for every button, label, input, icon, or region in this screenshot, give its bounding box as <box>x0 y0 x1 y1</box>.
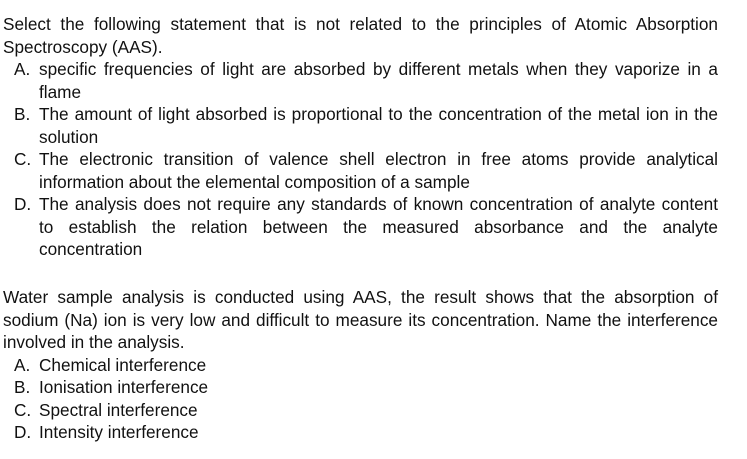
question-2-option-d[interactable] <box>14 421 718 444</box>
option-text: Chemical interference <box>39 354 207 375</box>
question-2-option-b[interactable] <box>14 376 718 399</box>
option-text: Ionisation interference <box>39 377 209 397</box>
question-1-option-d[interactable] <box>14 193 718 261</box>
option-letter: A. <box>14 59 31 79</box>
question-2-stem: Water sample analysis is conducted using AAS, the result shows that the absorption of sodium (Na) ion is very low and difficult to measure its concentration. Name the interference involved in the analysis. <box>3 287 718 352</box>
option-text: specific frequencies of light are absorbed by different metals when they vaporize in a flame <box>39 59 718 102</box>
question-1-option-a[interactable] <box>14 58 718 103</box>
question-1-options <box>3 58 718 261</box>
question-1-stem: Select the following statement that is not related to the principles of Atomic Absorption Spectroscopy (AAS). <box>3 14 718 57</box>
question-2 <box>3 286 718 444</box>
option-text: The electronic transition of valence shell electron in free atoms provide analytical information about the elemental composition of a sample <box>39 149 718 192</box>
question-1-option-c[interactable] <box>14 148 718 193</box>
question-2-option-a[interactable] <box>14 354 718 377</box>
option-text: The amount of light absorbed is proportional to the concentration of the metal ion in the solution <box>39 104 718 147</box>
option-letter: B. <box>14 104 31 124</box>
option-letter: A. <box>14 354 31 375</box>
option-text: Spectral interference <box>39 399 198 420</box>
option-letter: C. <box>14 149 32 169</box>
option-letter: D. <box>14 422 32 442</box>
option-letter: B. <box>14 377 31 397</box>
question-2-option-c[interactable] <box>14 399 718 422</box>
option-letter: D. <box>14 194 32 214</box>
question-1 <box>3 13 718 261</box>
question-2-options <box>3 354 718 444</box>
option-letter: C. <box>14 399 32 420</box>
option-text: The analysis does not require any standards of known concentration of analyte content to establish the relation between the measured absorbance and the analyte concentration <box>39 194 718 259</box>
option-text: Intensity interference <box>39 422 199 442</box>
question-1-option-b[interactable] <box>14 103 718 148</box>
